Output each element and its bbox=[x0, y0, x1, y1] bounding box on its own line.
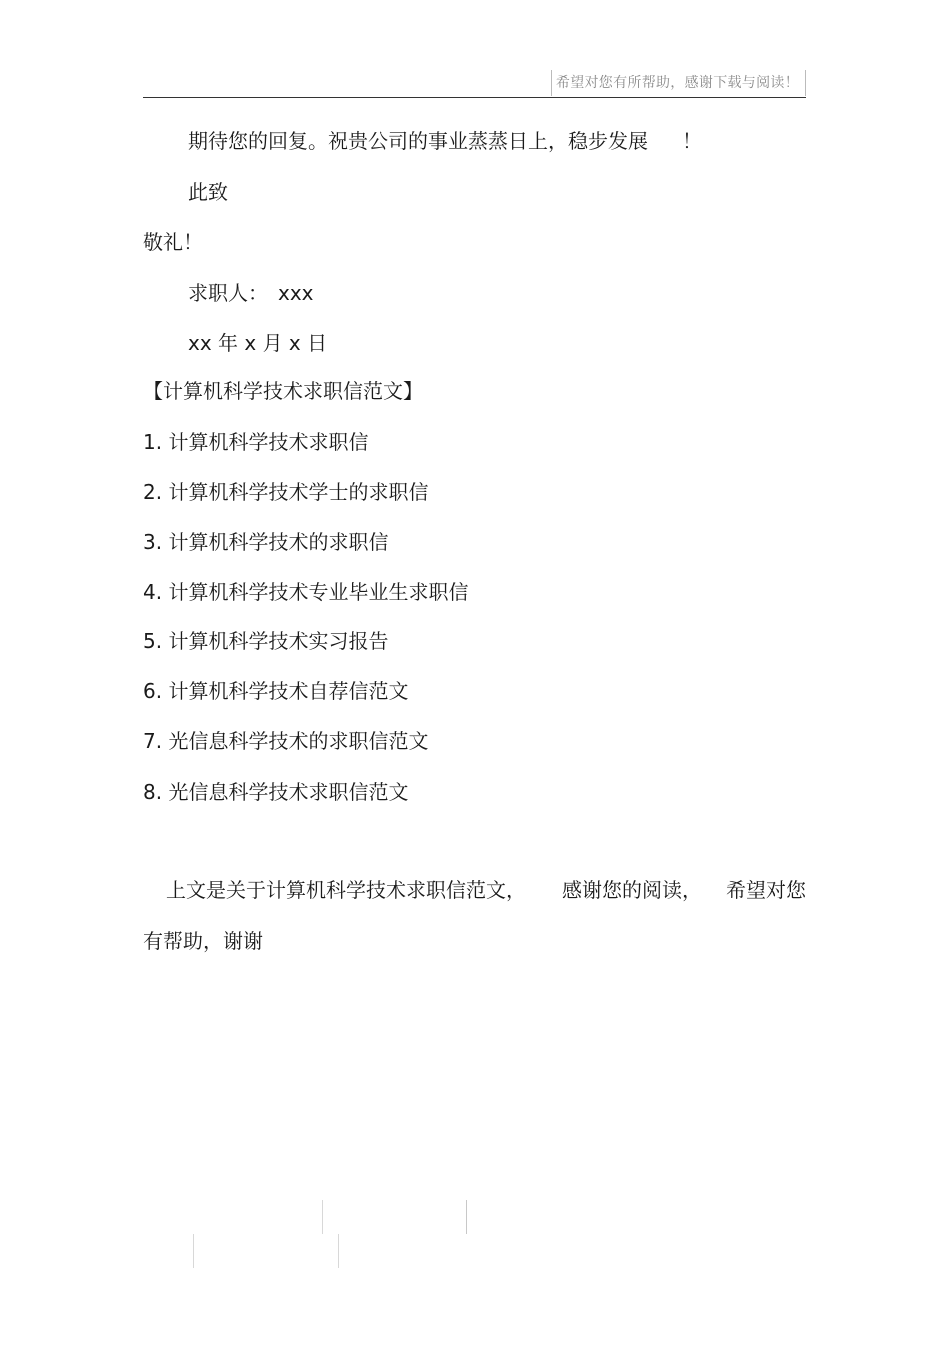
scan-artifact-line bbox=[338, 1234, 339, 1268]
closing-wish-mark: ！ bbox=[682, 129, 702, 153]
scan-artifact-line bbox=[466, 1200, 467, 1234]
signer-label: 求职人： bbox=[188, 281, 268, 305]
page-header bbox=[143, 64, 806, 98]
closing-paragraph-part-2: 感谢您的阅读， bbox=[562, 878, 702, 902]
related-item[interactable]: 5. 计算机科学技术实习报告 bbox=[143, 629, 389, 653]
related-item[interactable]: 3. 计算机科学技术的求职信 bbox=[143, 530, 389, 554]
related-item[interactable]: 6. 计算机科学技术自荐信范文 bbox=[143, 679, 409, 703]
scan-artifact-line bbox=[322, 1200, 323, 1234]
related-heading: 【计算机科学技术求职信范文】 bbox=[143, 379, 423, 403]
signer-line bbox=[188, 280, 314, 306]
closing-paragraph-part-1: 上文是关于计算机科学技术求职信范文， bbox=[166, 878, 526, 902]
scan-artifact-line bbox=[193, 1234, 194, 1268]
related-item[interactable]: 2. 计算机科学技术学士的求职信 bbox=[143, 480, 429, 504]
date-line: xx 年 x 月 x 日 bbox=[188, 331, 328, 355]
related-item[interactable]: 4. 计算机科学技术专业毕业生求职信 bbox=[143, 580, 469, 604]
related-item[interactable]: 7. 光信息科学技术的求职信范文 bbox=[143, 729, 429, 753]
closing-wish bbox=[188, 128, 702, 154]
header-note: 希望对您有所帮助，感谢下载与阅读！ bbox=[551, 70, 806, 96]
closing-wish-text: 期待您的回复。祝贵公司的事业蒸蒸日上，稳步发展 bbox=[188, 129, 648, 153]
closing-paragraph-part-3: 希望对您 bbox=[726, 878, 806, 902]
related-item[interactable]: 8. 光信息科学技术求职信范文 bbox=[143, 780, 409, 804]
closing-paragraph-line-1 bbox=[166, 877, 806, 903]
closing-paragraph-line-2: 有帮助，谢谢 bbox=[143, 929, 263, 953]
salutation-line-1: 此致 bbox=[188, 180, 228, 204]
related-item[interactable]: 1. 计算机科学技术求职信 bbox=[143, 430, 369, 454]
salutation-line-2: 敬礼！ bbox=[143, 230, 203, 254]
signer-name: xxx bbox=[278, 281, 314, 305]
